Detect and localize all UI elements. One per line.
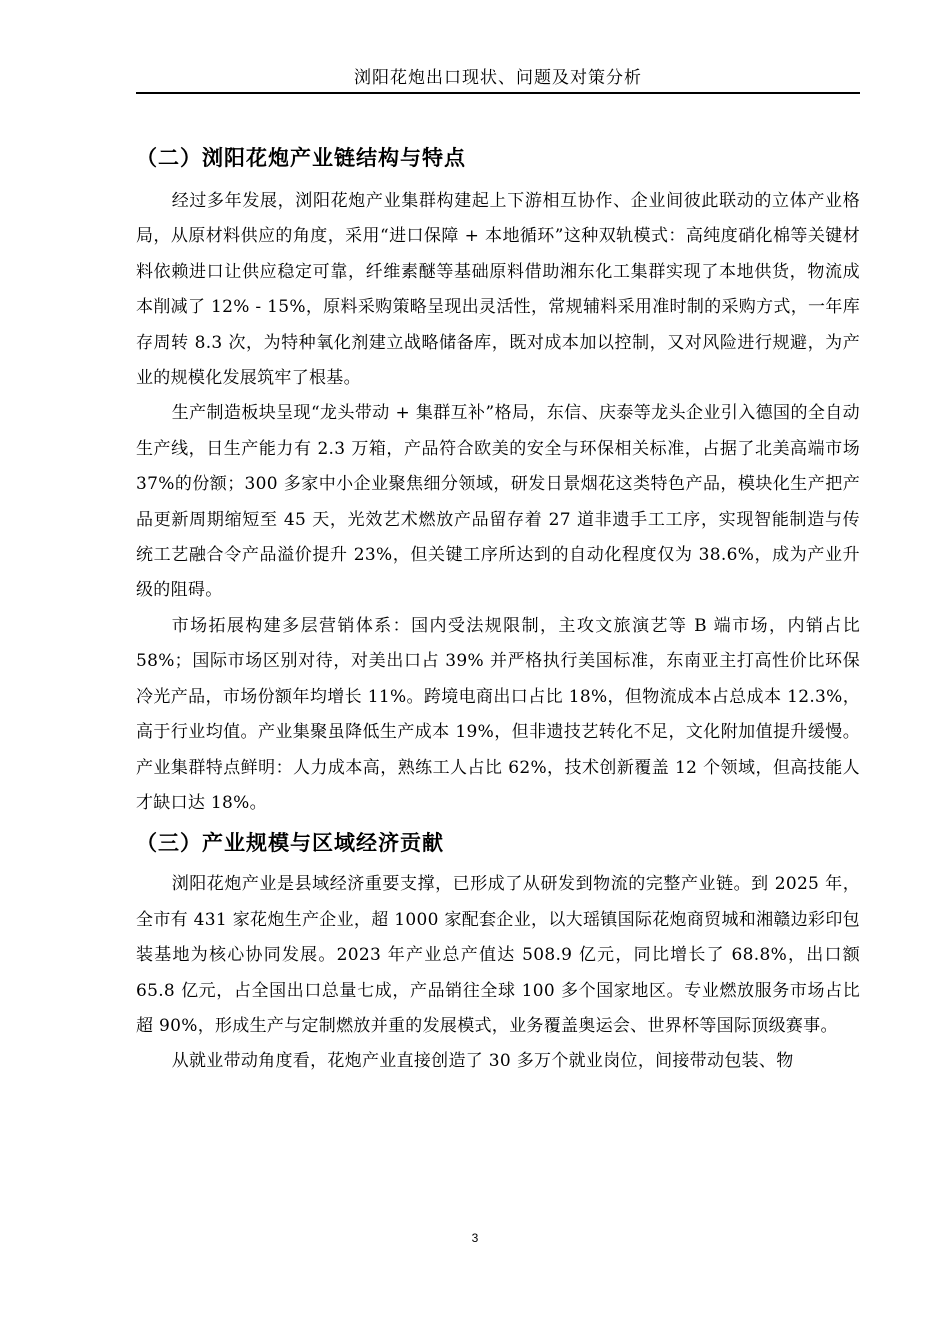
paragraph-raw-materials: 经过多年发展，浏阳花炮产业集群构建起上下游相互协作、企业间彼此联动的立体产业格局，从原材料供应的角度，采用“进口保障 + 本地循环”这种双轨模式：高纯度硝化棉等关键材料依赖进口让供应稳定可靠，纤维素醚等基础原料借助湘东化工集群实现了本地供货，物流成本削减了 12% - 15%，原料采购策略呈现出灵活性，常规辅料采用准时制的采购方式，一年库存周转 8.3 次，为特种氧化剂建立战略储备库，既对成本加以控制，又对风险进行规避，为产业的规模化发展筑牢了根基。 bbox=[136, 191, 860, 389]
page-number: 3 bbox=[471, 1231, 479, 1245]
section-heading-industry-chain: （二）浏阳花炮产业链结构与特点 bbox=[136, 146, 466, 170]
section-heading-industry-scale: （三）产业规模与区域经济贡献 bbox=[136, 831, 444, 856]
paragraph-market-expansion: 市场拓展构建多层营销体系：国内受法规限制，主攻文旅演艺等 B 端市场，内销占比 58%；国际市场区别对待，对美出口占 39% 并严格执行美国标准，东南亚主打高性价比环保冷光产品，市场份额年均增长 11%。跨境电商出口占比 18%，但物流成本占总成本 12.3%，高于行业均值。产业集聚虽降低生产成本 19%，但非遗技艺转化不足，文化附加值提升缓慢。产业集群特点鲜明：人力成本高，熟练工人占比 62%，技术创新覆盖 12 个领域，但高技能人才缺口达 18%。 bbox=[136, 615, 860, 813]
page-body bbox=[136, 140, 860, 1080]
running-header-title: 浏阳花炮出口现状、问题及对策分析 bbox=[354, 68, 642, 88]
paragraph-employment: 从就业带动角度看，花炮产业直接创造了 30 多万个就业岗位，间接带动包装、物 bbox=[171, 1051, 794, 1072]
paragraph-manufacturing: 生产制造板块呈现“龙头带动 + 集群互补”格局，东信、庆泰等龙头企业引入德国的全自动生产线，日生产能力有 2.3 万箱，产品符合欧美的安全与环保相关标准，占据了北美高端市场 37%的份额；300 多家中小企业聚焦细分领域，研发日景烟花这类特色产品，模块化生产把产品更新周期缩短至 45 天，光效艺术燃放产品留存着 27 道非遗手工工序，实现智能制造与传统工艺融合令产品溢价提升 23%，但关键工序所达到的自动化程度仅为 38.6%，成为产业升级的阻碍。 bbox=[136, 403, 860, 601]
header-divider bbox=[136, 92, 860, 94]
paragraph-industry-scale: 浏阳花炮产业是县域经济重要支撑，已形成了从研发到物流的完整产业链。到 2025 年，全市有 431 家花炮生产企业，超 1000 家配套企业，以大瑶镇国际花炮商贸城和湘赣边彩印包装基地为核心协同发展。2023 年产业总产值达 508.9 亿元，同比增长了 68.8%，出口额 65.8 亿元，占全国出口总量七成，产品销往全球 100 多个国家地区。专业燃放服务市场占比超 90%，形成生产与定制燃放并重的发展模式，业务覆盖奥运会、世界杯等国际顶级赛事。 bbox=[136, 874, 860, 1036]
